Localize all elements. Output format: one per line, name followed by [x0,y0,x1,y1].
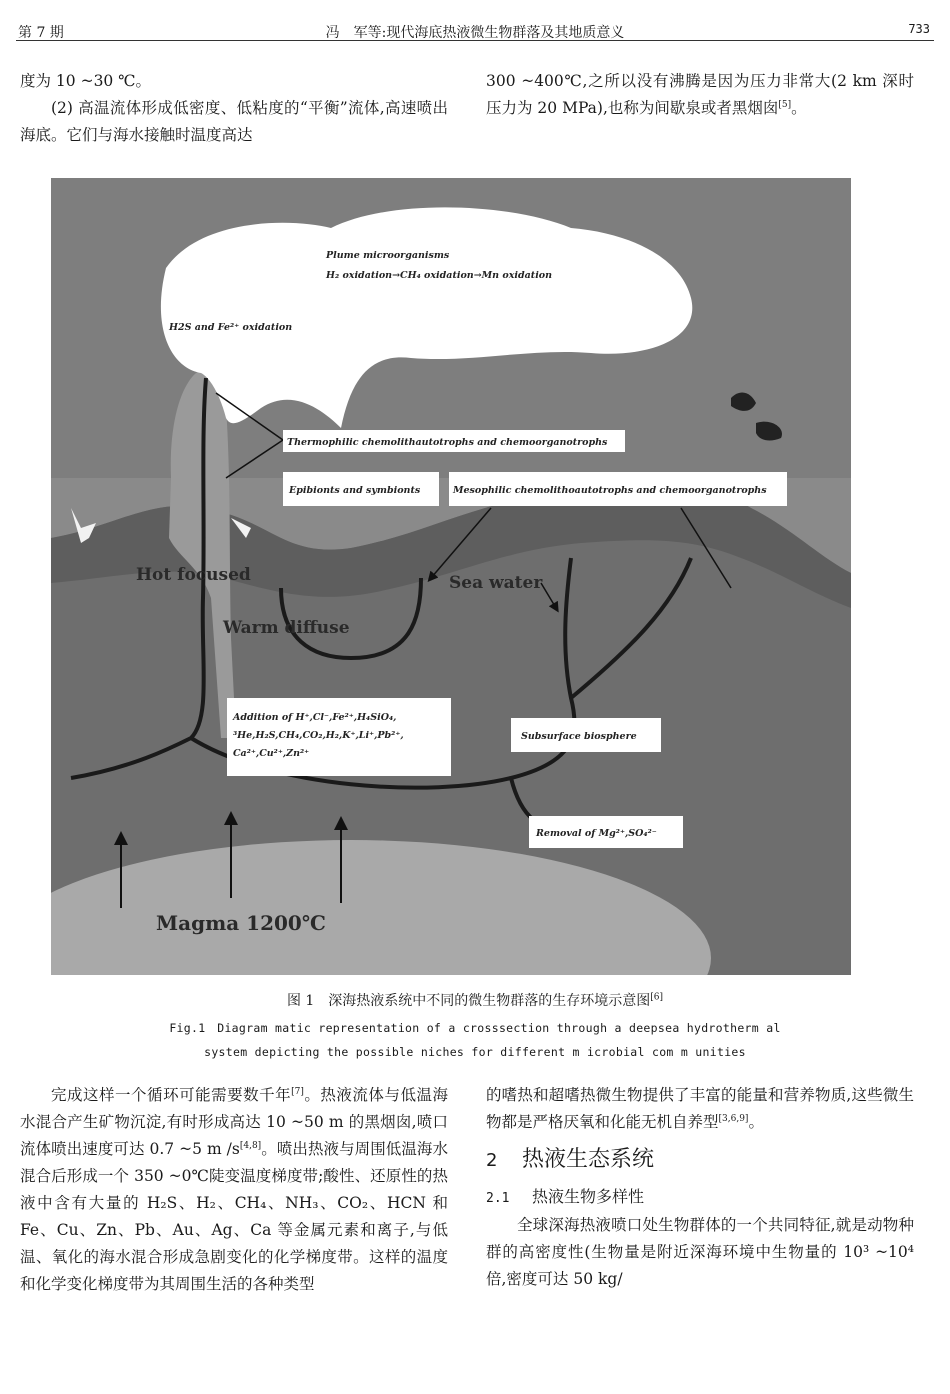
hot-focused-label: Hot focused [136,565,251,585]
paragraph: 的嗜热和超嗜热微生物提供了丰富的能量和营养物质,这些微生物都是严格厌氧和化能无机自养型[3,6,9]。 [486,1086,914,1131]
figure-caption-en-2: system depicting the possible niches for different m icrobial com m unities [204,1045,746,1059]
paragraph: 度为 10 ~30 ℃。 [20,72,152,90]
running-header [16,14,934,41]
subsection-heading: 2.1 热液生物多样性 [486,1187,645,1206]
paragraph: (2) 高温流体形成低密度、低粘度的“平衡”流体,高速喷出海底。它们与海水接触时温度高达 [20,99,448,144]
thermophilic-label: Thermophilic chemolithautotrophs and chemoorganotrophs [287,437,608,448]
paragraph: 完成这样一个循环可能需要数千年[7]。热液流体与低温海水混合产生矿物沉淀,有时形成高达 10 ~50 m 的黑烟囱,喷口流体喷出速度可达 0.7 ~5 m /s[4,8]。喷出热液与周围低温海水混合后形成一个 350 ~0℃陡变温度梯度带;酸性、还原性的热液中含有大量的 H₂S、H₂、CH₄、NH₃、CO₂、HCN 和 Fe、Cu、Zn、Pb、Au、Ag、Ca 等金属元素和离子,与低温、氧化的海水混合形成急剧变化的化学梯度带。这样的温度和化学变化梯度带为其周围生活的各种类型 [20,1086,448,1293]
figure-caption-cn: 图 1 深海热液系统中不同的微生物群落的生存环境示意图[6] [286,992,664,1009]
running-title: 冯 军等:现代海底热液微生物群落及其地质意义 [325,25,625,41]
paragraph: 300 ~400℃,之所以没有沸腾是因为压力非常大(2 km 深时压力为 20 MPa),也称为间歇泉或者黑烟囱[5]。 [486,72,914,117]
citation: [5] [778,99,792,110]
hydrothermal-diagram [51,178,851,975]
addition-line-2: ³He,H₂S,CH₄,CO₂,H₂,K⁺,Li⁺,Pb²⁺, [233,730,404,741]
top-right-column [486,68,914,122]
citation: [4,8] [239,1140,262,1151]
h2s-label: H2S and Fe²⁺ oxidation [169,322,293,333]
addition-line-1: Addition of H⁺,Cl⁻,Fe²⁺,H₄SiO₄, [233,712,397,723]
paragraph: 全球深海热液喷口处生物群体的一个共同特征,就是动物种群的高密度性(生物量是附近深海环境中生物量的 10³ ~10⁴ 倍,密度可达 50 kg/ [486,1216,914,1288]
mesophilic-label: Mesophilic chemolithoautotrophs and chemoorganotrophs [453,485,767,496]
figure-caption-en-1: Fig.1 Diagram matic representation of a crosssection through a deepsea hydrotherm al [169,1021,781,1035]
subsurface-label: Subsurface biosphere [521,731,637,742]
epibionts-label: Epibionts and symbionts [289,485,421,496]
plume-chain: H₂ oxidation→CH₄ oxidation→Mn oxidation [326,270,553,281]
bottom-right-column [486,1082,914,1293]
addition-line-3: Ca²⁺,Cu²⁺,Zn²⁺ [233,748,310,759]
top-left-column [20,68,448,149]
citation: [3,6,9] [718,1113,749,1124]
plume-title: Plume microorganisms [326,250,450,261]
magma-label: Magma 1200℃ [156,911,326,935]
section-heading: 2 热液生态系统 [486,1147,655,1172]
sea-water-label: Sea water [449,573,543,593]
citation: [7] [291,1086,304,1097]
page-number: 733 [908,22,930,36]
removal-label: Removal of Mg²⁺,SO₄²⁻ [536,828,657,839]
citation: [6] [650,992,664,1003]
warm-diffuse-label: Warm diffuse [223,618,350,638]
bottom-left-column [20,1082,448,1298]
issue-number: 第 7 期 [18,25,64,41]
